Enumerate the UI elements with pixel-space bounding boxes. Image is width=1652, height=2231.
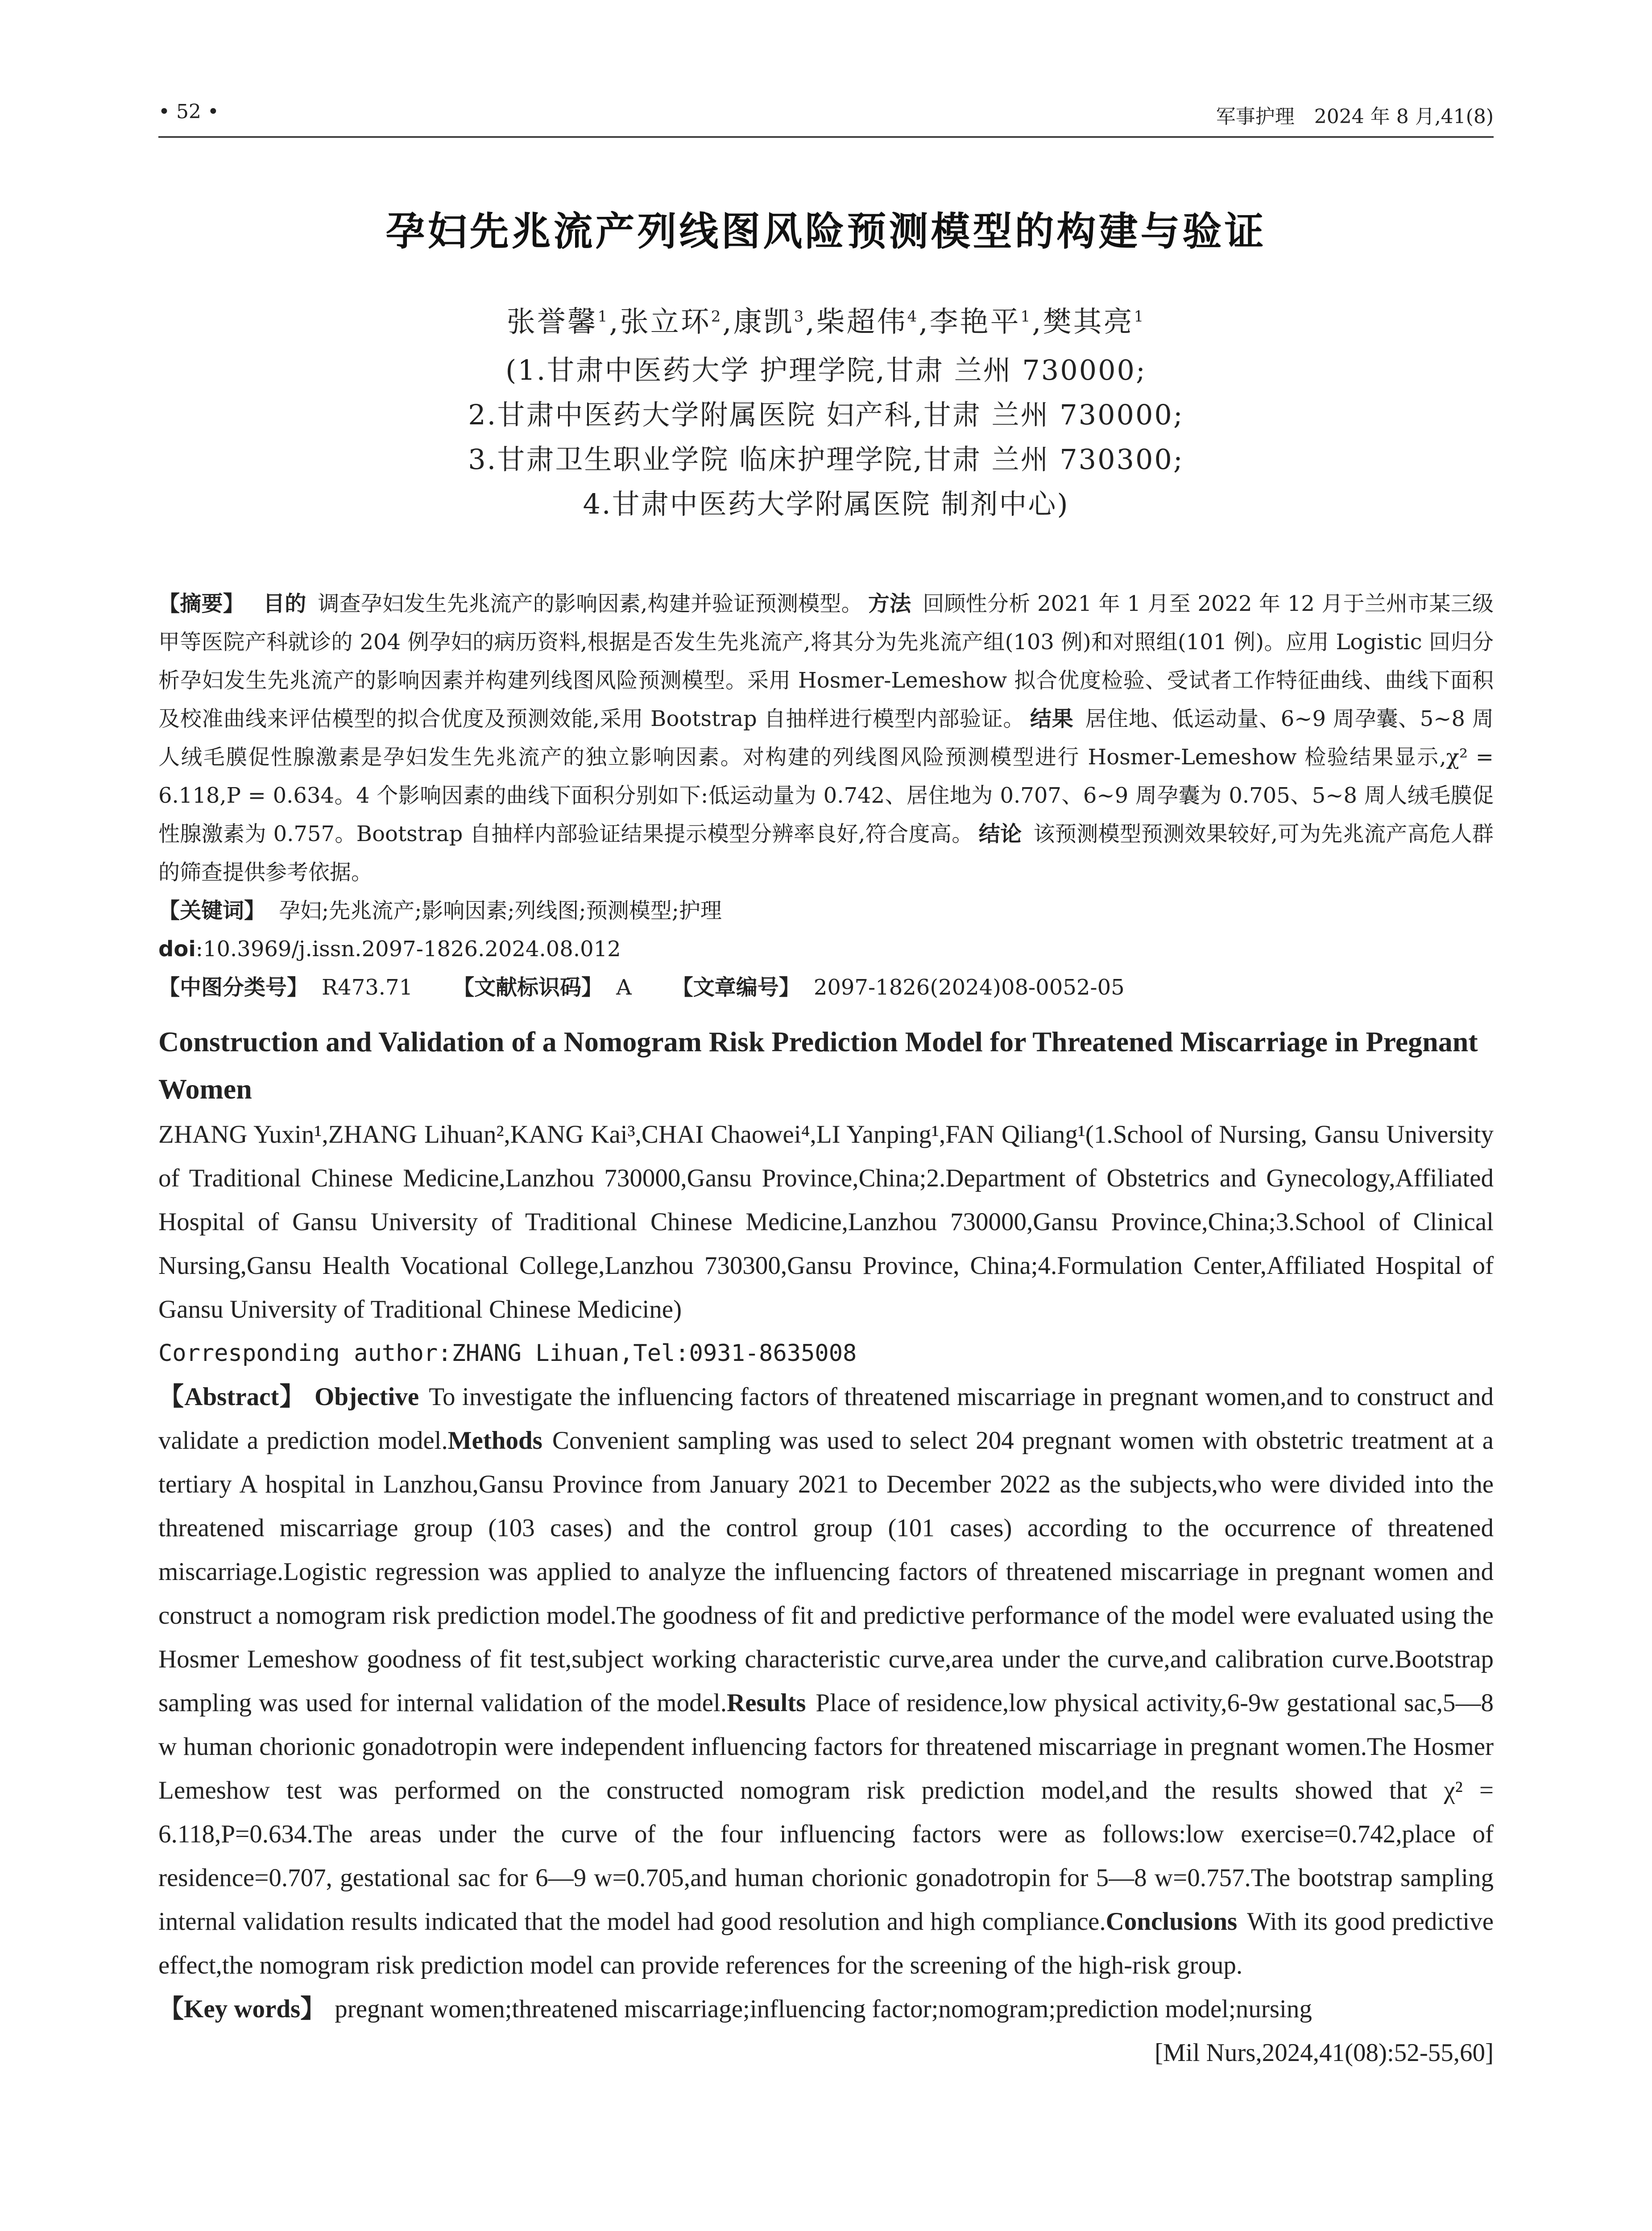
- conclusion-label: 结论: [978, 821, 1022, 846]
- running-header: [158, 96, 1494, 138]
- en-keywords-label: 【Key words】: [158, 1995, 326, 2023]
- en-methods-label: Methods: [447, 1427, 542, 1455]
- clc-value: R473.71: [322, 975, 413, 1000]
- paper-page: [158, 96, 1494, 2075]
- methods-text: 回顾性分析 2021 年 1 月至 2022 年 12 月于兰州市某三级甲等医院产科就诊的 204 例孕妇的病历资料,根据是否发生先兆流产,将其分为先兆流产组(103 例)和对照组(101 例)。应用 Logistic 回归分析孕妇发生先兆流产的影响因素并构建列线图风险预测模型。采用 Hosmer-Lemeshow 拟合优度检验、受试者工作特征曲线、曲线下面积及校准曲线来评估模型的拟合优度及预测效能,采用 Bootstrap 自抽样进行模型内部验证。: [158, 591, 1494, 731]
- methods-label: 方法: [868, 591, 911, 616]
- doi-value: :10.3969/j.issn.2097-1826.2024.08.012: [195, 937, 621, 962]
- en-conclusions-text: With its good predictive effect,the nomogram risk prediction model can provide references for the screening of the high-risk group.: [158, 1908, 1494, 1979]
- en-methods-text: Convenient sampling was used to select 204 pregnant women with obstetric treatment at a tertiary A hospital in Lanzhou,Gansu Province from January 2021 to December 2022 as the subjects,who were divided into the threatened miscarriage group (103 cases) and the control group (101 cases) according to the occurrence of threatened miscarriage.Logistic regression was applied to analyze the influencing factors of threatened miscarriage in pregnant women and construct a nomogram risk prediction model.The goodness of fit and predictive performance of the model were evaluated using the Hosmer Lemeshow goodness of fit test,subject working characteristic curve,area under the curve,and calibration curve.Bootstrap sampling was used for internal validation of the model.: [158, 1427, 1494, 1717]
- paper-title: 孕妇先兆流产列线图风险预测模型的构建与验证: [385, 208, 1267, 254]
- classification-line: [158, 968, 1494, 1007]
- affiliation-line: 4.甘肃中医药大学附属医院 制剂中心): [583, 488, 1069, 520]
- results-label: 结果: [1030, 706, 1074, 731]
- author: 康凯$^3$: [733, 306, 806, 339]
- english-abstract: [158, 1375, 1494, 1987]
- affiliations: [158, 348, 1494, 527]
- corresponding-author: Corresponding author:ZHANG Lihuan,Tel:0931-8635008: [158, 1340, 857, 1367]
- en-conclusions-label: Conclusions: [1105, 1908, 1238, 1936]
- affiliation-line: (1.甘肃中医药大学 护理学院,甘肃 兰州 730000;: [505, 354, 1147, 386]
- conclusion-text: 该预测模型预测效果较好,可为先兆流产高危人群的筛查提供参考依据。: [158, 821, 1494, 885]
- en-keywords-text: pregnant women;threatened miscarriage;influencing factor;nomogram;prediction model;nursing: [335, 1995, 1312, 2023]
- en-results-text: Place of residence,low physical activity,6-9w gestational sac,5—8 w human chorionic gonadotropin were independent influencing factors for threatened miscarriage in pregnant women.The Hosmer Lemeshow test was performed on the constructed nomogram risk prediction model,and the results showed that χ² = 6.118,P=0.634.The areas under the curve of the four influencing factors were as follows:low exercise=0.742,place of residence=0.707, gestational sac for 6—9 w=0.705,and human chorionic gonadotropin for 5—8 w=0.757.The bootstrap sampling internal validation results indicated that the model had good resolution and high compliance.: [158, 1689, 1494, 1936]
- en-objective-label: Objective: [314, 1383, 419, 1411]
- en-results-label: Results: [727, 1689, 806, 1717]
- page-number: • 52 •: [158, 100, 219, 123]
- citation: [Mil Nurs,2024,41(08):52-55,60]: [1155, 2039, 1494, 2067]
- objective-text: 调查孕妇发生先兆流产的影响因素,构建并验证预测模型。: [318, 591, 863, 616]
- doi-line: [158, 930, 1494, 968]
- en-objective-text: To investigate the influencing factors of threatened miscarriage in pregnant women,and to construct and validate a prediction model.: [158, 1383, 1494, 1455]
- en-abstract-label: 【Abstract】: [158, 1383, 306, 1411]
- keywords-label: 【关键词】: [158, 898, 266, 923]
- author-list: 张誉馨$^1$,张立环$^2$,康凯$^3$,柴超伟$^4$,李艳平$^1$,樊其亮$^1$: [506, 306, 1146, 339]
- english-keywords: [158, 1987, 1494, 2031]
- keywords-text: 孕妇;先兆流产;影响因素;列线图;预测模型;护理: [279, 898, 722, 923]
- english-title: Construction and Validation of a Nomogram Risk Prediction Model for Threatened Miscarriage in Pregnant Women: [158, 1026, 1478, 1105]
- author: 张誉馨$^1$: [506, 306, 609, 339]
- chinese-abstract: [158, 585, 1494, 892]
- affiliation-line: 3.甘肃卫生职业学院 临床护理学院,甘肃 兰州 730300;: [468, 443, 1184, 476]
- article-number-value: 2097-1826(2024)08-0052-05: [813, 975, 1125, 1000]
- journal-info: 军事护理 2024 年 8 月,41(8): [1216, 105, 1494, 128]
- results-text: 居住地、低运动量、6~9 周孕囊、5~8 周人绒毛膜促性腺激素是孕妇发生先兆流产的独立影响因素。对构建的列线图风险预测模型进行 Hosmer-Lemeshow 检验结果显示,χ² = 6.118,P = 0.634。4 个影响因素的曲线下面积分别如下:低运动量为 0.742、居住地为 0.707、6~9 周孕囊为 0.705、5~8 周人绒毛膜促性腺激素为 0.757。Bootstrap 自抽样内部验证结果提示模型分辨率良好,符合度高。: [158, 706, 1494, 846]
- author: 张立环$^2$: [620, 306, 723, 339]
- author: 李艳平$^1$: [929, 306, 1032, 339]
- doi-label: doi: [158, 937, 196, 962]
- author: 柴超伟$^4$: [816, 306, 919, 339]
- author: 樊其亮$^1$: [1043, 306, 1146, 339]
- keywords-line: [158, 892, 1494, 930]
- english-authors-affiliations: ZHANG Yuxin¹,ZHANG Lihuan²,KANG Kai³,CHAI Chaowei⁴,LI Yanping¹,FAN Qiliang¹(1.School of Nursing, Gansu University of Traditional Chinese Medicine,Lanzhou 730000,Gansu Province,China;2.Department of Obstetrics and Gynecology,Affiliated Hospital of Gansu University of Traditional Chinese Medicine,Lanzhou 730000,Gansu Province,China;3.School of Clinical Nursing,Gansu Health Vocational College,Lanzhou 730300,Gansu Province, China;4.Formulation Center,Affiliated Hospital of Gansu University of Traditional Chinese Medicine): [158, 1120, 1494, 1323]
- doc-code-value: A: [616, 975, 632, 1000]
- affiliation-line: 2.甘肃中医药大学附属医院 妇产科,甘肃 兰州 730000;: [468, 398, 1184, 431]
- doc-code-label: 【文献标识码】: [453, 975, 603, 1000]
- clc-label: 【中图分类号】: [158, 975, 309, 1000]
- article-number-label: 【文章编号】: [671, 975, 800, 1000]
- objective-label: 目的: [263, 591, 306, 616]
- abstract-label: 【摘要】: [158, 591, 244, 616]
